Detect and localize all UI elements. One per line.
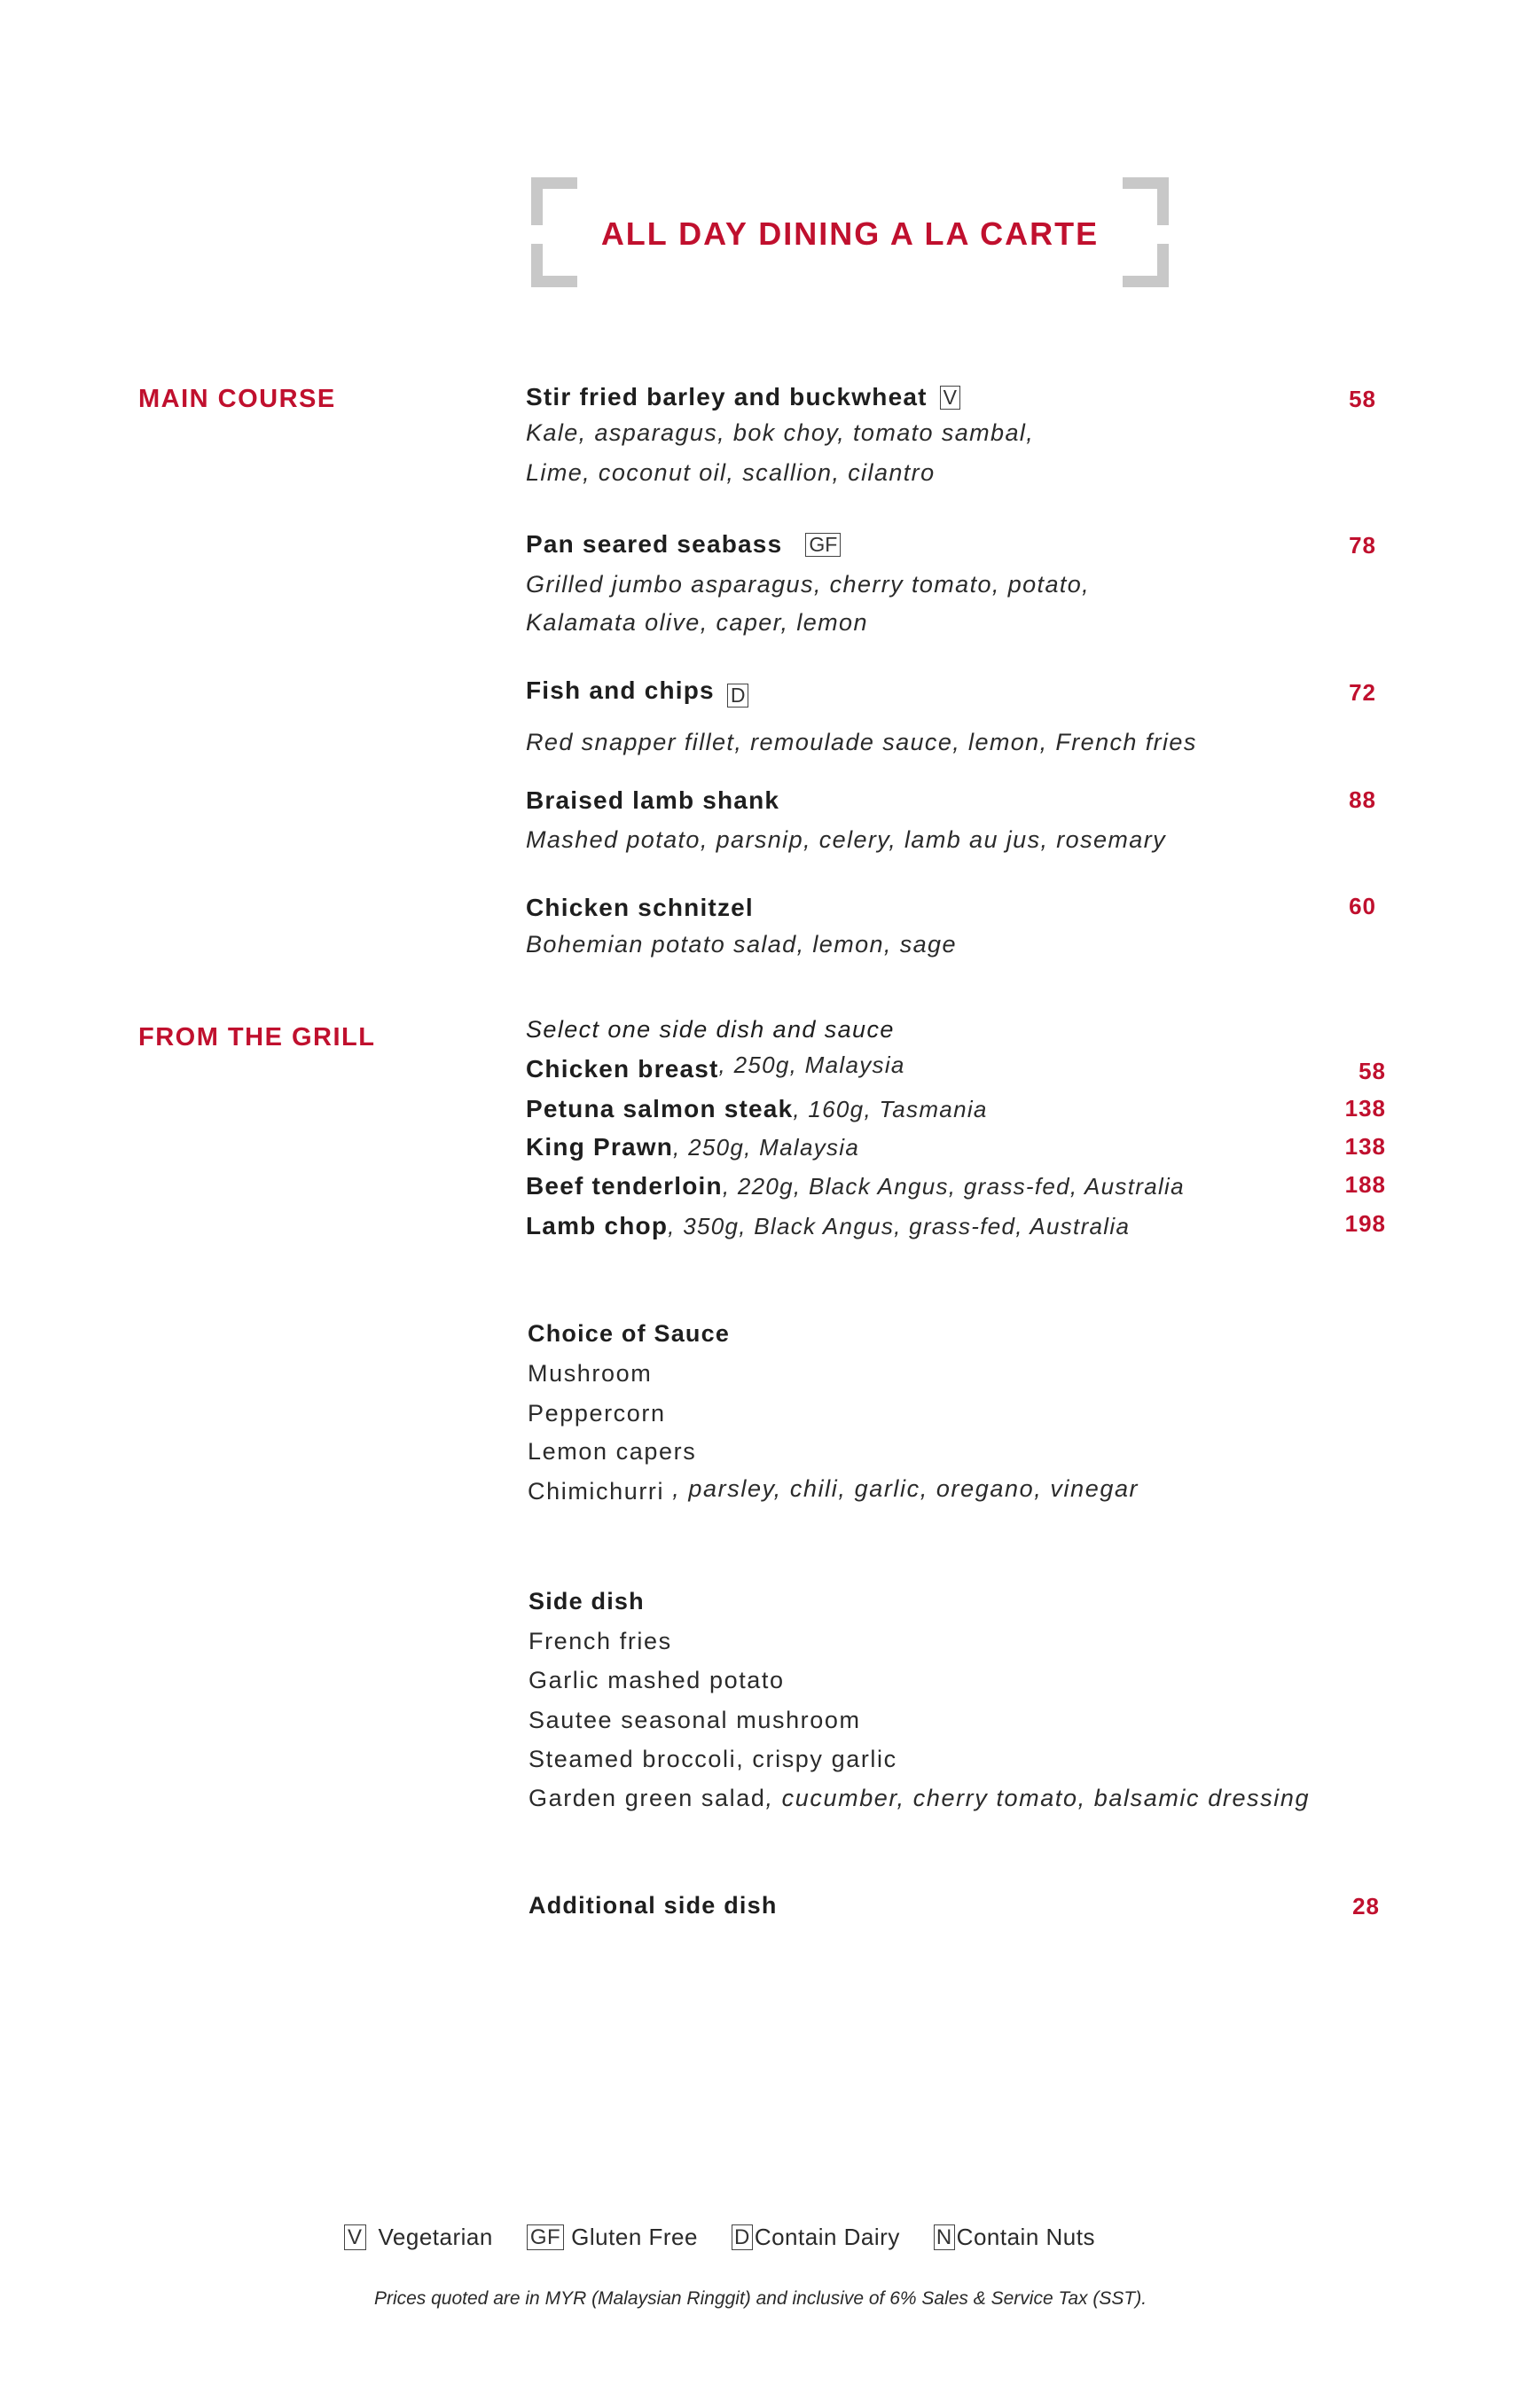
dairy-badge-icon: D bbox=[727, 684, 749, 708]
grill-item-detail: , 160g, Tasmania bbox=[793, 1096, 988, 1122]
additional-side-dish: Additional side dish bbox=[529, 1892, 778, 1919]
additional-side-dish-price: 28 bbox=[1352, 1893, 1380, 1919]
item-price: 60 bbox=[1349, 893, 1376, 919]
grill-item-price: 138 bbox=[1344, 1133, 1386, 1160]
side-dish-option: Garlic mashed potato bbox=[529, 1667, 785, 1693]
item-description: Kalamata olive, caper, lemon bbox=[526, 609, 868, 636]
legend-item-dairy bbox=[732, 2224, 900, 2251]
legend-item-nuts bbox=[934, 2224, 1095, 2251]
item-name-row bbox=[526, 532, 841, 557]
sauce-option: Lemon capers bbox=[528, 1438, 697, 1465]
item-name-row bbox=[526, 678, 748, 708]
section-label-from-the-grill: FROM THE GRILL bbox=[138, 1023, 376, 1052]
section-label-main-course: MAIN COURSE bbox=[138, 385, 336, 413]
side-dish-option: Steamed broccoli, crispy garlic bbox=[529, 1746, 897, 1772]
grill-item-detail: , 220g, Black Angus, grass-fed, Australia bbox=[722, 1173, 1185, 1200]
legend-item-gluten-free bbox=[527, 2224, 698, 2251]
grill-item-name: Lamb chop bbox=[526, 1212, 669, 1239]
grill-item bbox=[526, 1052, 905, 1083]
dietary-legend bbox=[344, 2224, 1095, 2251]
grill-item-detail: , 250g, Malaysia bbox=[718, 1052, 905, 1078]
side-dish-option bbox=[529, 1786, 1310, 1810]
legend-label: Contain Nuts bbox=[956, 2224, 1095, 2250]
gluten-free-badge-icon: GF bbox=[805, 533, 841, 557]
sauce-option bbox=[528, 1475, 1139, 1505]
grill-item-name: Petuna salmon steak bbox=[526, 1095, 794, 1122]
grill-item-price: 198 bbox=[1344, 1210, 1386, 1237]
grill-item-detail: , 250g, Malaysia bbox=[673, 1134, 860, 1161]
grill-intro: Select one side dish and sauce bbox=[526, 1016, 895, 1043]
sauce-heading: Choice of Sauce bbox=[528, 1320, 731, 1347]
grill-item-name: Chicken breast bbox=[526, 1055, 719, 1083]
page-title-text: ALL DAY DINING A LA CARTE bbox=[600, 215, 1100, 252]
grill-item-detail: , 350g, Black Angus, grass-fed, Australia bbox=[668, 1213, 1131, 1239]
item-description: Kale, asparagus, bok choy, tomato sambal, bbox=[526, 419, 1035, 446]
sauce-option: Peppercorn bbox=[528, 1400, 666, 1427]
sauce-option: Mushroom bbox=[528, 1360, 653, 1387]
page-title bbox=[531, 177, 1169, 287]
item-name: Braised lamb shank bbox=[526, 786, 780, 814]
legend-label: Gluten Free bbox=[571, 2224, 698, 2250]
grill-item-price: 188 bbox=[1344, 1171, 1386, 1198]
side-dish-heading: Side dish bbox=[529, 1588, 645, 1614]
grill-item-price: 138 bbox=[1344, 1095, 1386, 1122]
item-name: Pan seared seabass bbox=[526, 530, 783, 558]
grill-item bbox=[526, 1097, 988, 1122]
legend-label: Vegetarian bbox=[378, 2224, 493, 2250]
side-dish-option-detail: , cucumber, cherry tomato, balsamic dressing bbox=[765, 1785, 1311, 1811]
side-dish-option-name: Garden green salad bbox=[529, 1785, 766, 1811]
grill-item bbox=[526, 1135, 859, 1160]
side-dish-option: French fries bbox=[529, 1628, 672, 1654]
grill-item bbox=[526, 1214, 1130, 1239]
grill-item bbox=[526, 1174, 1185, 1199]
item-name: Fish and chips bbox=[526, 676, 715, 704]
item-price: 72 bbox=[1349, 679, 1376, 706]
item-description: Lime, coconut oil, scallion, cilantro bbox=[526, 459, 936, 486]
item-description: Bohemian potato salad, lemon, sage bbox=[526, 931, 957, 958]
item-name-row bbox=[526, 385, 960, 410]
gluten-free-badge-icon: GF bbox=[527, 2224, 564, 2250]
nuts-badge-icon: N bbox=[934, 2224, 955, 2250]
item-price: 88 bbox=[1349, 786, 1376, 813]
item-description: Grilled jumbo asparagus, cherry tomato, potato, bbox=[526, 571, 1091, 598]
item-description: Red snapper fillet, remoulade sauce, lemon, French fries bbox=[526, 729, 1197, 755]
sauce-option-detail: , parsley, chili, garlic, oregano, vinegar bbox=[664, 1475, 1139, 1502]
item-price: 78 bbox=[1349, 532, 1376, 559]
item-name: Stir fried barley and buckwheat bbox=[526, 383, 928, 410]
vegetarian-badge-icon: V bbox=[344, 2224, 366, 2250]
side-dish-option: Sautee seasonal mushroom bbox=[529, 1707, 861, 1733]
legend-label: Contain Dairy bbox=[754, 2224, 900, 2250]
vegetarian-badge-icon: V bbox=[940, 386, 960, 410]
grill-item-price: 58 bbox=[1358, 1058, 1386, 1084]
item-description: Mashed potato, parsnip, celery, lamb au jus, rosemary bbox=[526, 826, 1167, 853]
item-name: Chicken schnitzel bbox=[526, 894, 754, 921]
sauce-option-name: Chimichurri bbox=[528, 1478, 665, 1505]
price-note: Prices quoted are in MYR (Malaysian Ringgit) and inclusive of 6% Sales & Service Tax (SST). bbox=[373, 2288, 1147, 2309]
dairy-badge-icon: D bbox=[732, 2224, 753, 2250]
grill-item-name: Beef tenderloin bbox=[526, 1172, 723, 1200]
item-price: 58 bbox=[1349, 386, 1376, 412]
legend-item-vegetarian bbox=[344, 2224, 493, 2251]
grill-item-name: King Prawn bbox=[526, 1133, 674, 1161]
